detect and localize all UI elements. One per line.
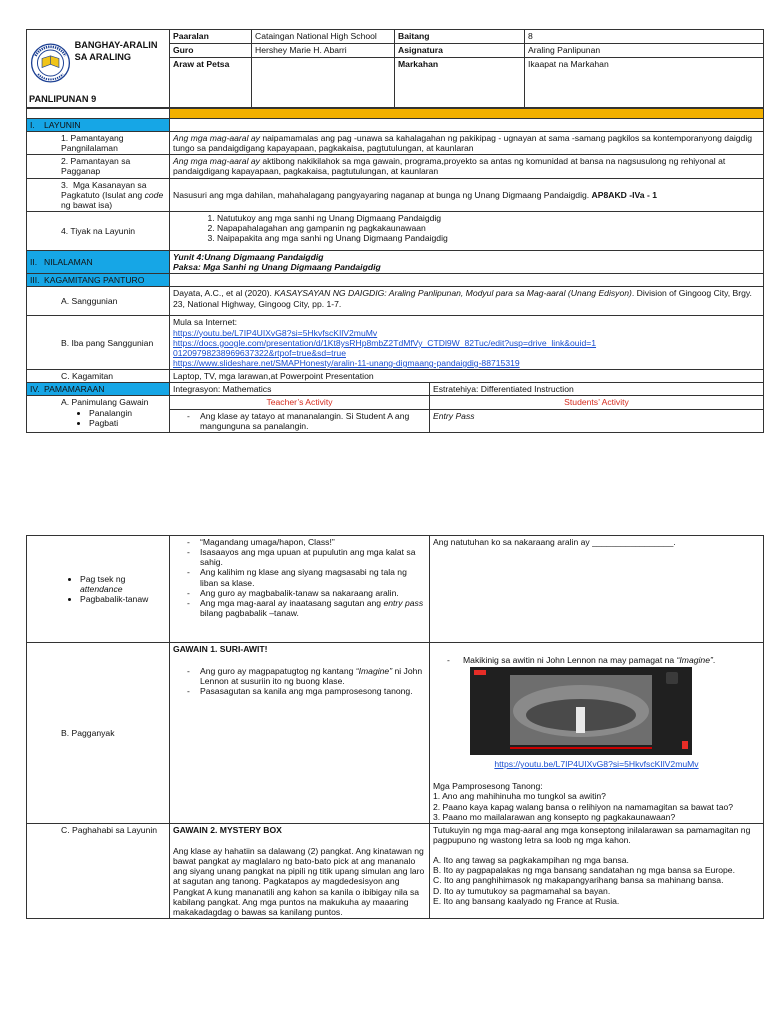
header-table xyxy=(26,29,764,108)
tanong-item: 3. Paano mo mailalarawan ang konsepto ng pagkakaunawaan? xyxy=(433,811,676,822)
kagamitan-label: C. Kagamitan xyxy=(27,370,170,383)
kasanayan-text: Nasusuri ang mga dahilan, mahahalagang pangyayaring naganap at bunga ng Unang Digmaang Pandaigdig. AP8AKD -IVa - 1 xyxy=(170,178,764,211)
pamamaraan-head: IV. PAMAMARAAN xyxy=(27,383,170,396)
iba-sanggunian-links: Mula sa Internet: https://youtu.be/L7IP4UIXvG8?si=5HkvfscKIlV2muMv https://docs.google.com/presentation/d/1Kt8ysRHp8mbZ2TdMfVy_CTDl9W_82Tuc/edit?usp=drive_link&ouid=101209798238969637322&rtpof=true&sd=true https://www.slideshare.net/SMAPHonesty/aralin-11-unang-digmaang-pandaigdig-88715319 xyxy=(170,316,764,370)
baitang-label: Baitang xyxy=(395,30,525,44)
attendance-cell xyxy=(27,536,170,643)
pamantayan-pagganap-label: 2. Pamantayan sa Pagganap xyxy=(27,155,170,178)
entry-pass: Entry Pass xyxy=(430,409,764,432)
tiyak-item: 1. Natutukoy ang mga sanhi ng Unang Digmaang Pandaigdig xyxy=(217,213,760,223)
lesson-plan-page-1 xyxy=(26,29,763,433)
asignatura-value: Araling Panlipunan xyxy=(525,44,764,58)
nilalaman-yunit: Yunit 4:Unang Digmaang Pandaigdig Paksa: Mga Sanhi ng Unang Digmaang Pandaigdig xyxy=(170,250,764,273)
guro-label: Guro xyxy=(170,44,252,58)
tiyak-list xyxy=(170,211,764,250)
lesson-plan-page-2 xyxy=(26,535,763,919)
paaralan-value: Cataingan National High School xyxy=(252,30,395,44)
tanong-item: 2. Paano kaya kapag walang bansa o relihiyon na namamagitan sa bawat tao? xyxy=(433,801,734,812)
araw-label: Araw at Petsa xyxy=(170,58,252,108)
reference-link[interactable]: https://docs.google.com/presentation/d/1Kt8ysRHp8mbZ2TdMfVy_CTDl9W_82Tuc/edit?usp=drive_link&ouid=101209798238969637322&rtpof=true&sd=true xyxy=(173,337,597,358)
sanggunian-label: A. Sanggunian xyxy=(27,287,170,316)
pamantayan-pagganap-text: Ang mga mag-aaral ay aktibong nakikilahok sa mga gawain, programa,proyekto sa antas ng komunidad at bansa na nagsusulong ng rehiyonal at pandaigdigang kapayapaan, pagkakaisa, pagtutulungan, at kaunlaran xyxy=(170,155,764,178)
tiyak-label: 4. Tiyak na Layunin xyxy=(27,211,170,250)
tanong-item: 1. Ano ang mahihinuha mo tungkol sa awitin? xyxy=(433,791,606,802)
school-title: BANGHAY-ARALIN SA ARALING xyxy=(74,40,158,62)
attendance-bullet: • Pag tsek ng attendance xyxy=(80,574,166,594)
reference-link[interactable]: https://www.slideshare.net/SMAPHonesty/aralin-11-unang-digmaang-pandaigdig-88715319 xyxy=(173,357,520,368)
attendance-bullet: • Pagbabalik-tanaw xyxy=(80,594,166,604)
choice-item: D. Ito ay tumutukoy sa pagmamahal sa bayan. xyxy=(433,885,611,896)
attendance-student: Ang natutuhan ko sa nakaraang aralin ay _________________. xyxy=(430,536,764,643)
integrasyon: Integrasyon: Mathematics xyxy=(170,383,430,396)
iba-sanggunian-label: B. Iba pang Sanggunian xyxy=(27,316,170,370)
main-table xyxy=(26,108,764,433)
panimula-bullet: • Pagbati xyxy=(89,418,166,428)
kasanayan-label: 3. Mga Kasanayan sa Pagkatuto (Isulat ang code ng bawat isa) xyxy=(27,178,170,211)
gawain2-teacher: GAWAIN 2. MYSTERY BOX Ang klase ay hahatiin sa dalawang (2) pangkat. Ang kinatawan ng bawat pangkat ay maglalaro ng bato-bato pick at ang mananalo ang siyang unang pangkat na pipili ng titik upang simulan ang laro at sagutan ang tanong. Pagkatapos ay magdedesisyon ang Pangkat A kung mananatili ang kahon sa kanila o ibibigay nila sa kabilang pangkat. Ang mga puntos na makukuha ay maaaring makakadagdag o bawas sa kanilang puntos. xyxy=(170,823,430,918)
video-thumbnail[interactable] xyxy=(470,667,692,755)
procedure-table xyxy=(26,535,764,919)
choice-item: E. Ito ang bansang kaalyado ng France at Rusia. xyxy=(433,895,620,906)
panimula-cell: A. Panimulang Gawain • Panalangin • Pagbati xyxy=(27,396,170,432)
kagamitan-value: Laptop, TV, mga larawan,at Powerpoint Presentation xyxy=(170,370,764,383)
choice-item: C. Ito ang panghihimasok ng makapangyarihang bansa sa mahinang bansa. xyxy=(433,875,724,886)
markahan-label: Markahan xyxy=(395,58,525,108)
gawain1-student: - Makikinig sa awitin ni John Lennon na may pamagat na “Imagine”. https://youtu.be/L7IP4UIXvG8?si=5HkvfscKIlV2muMv Mga Pamprosesong Tanong: 1. Ano ang mahihinuha mo tungkol sa awitin? 2. Paano kaya kapag walang bansa o relihiyon na namamagitan sa bawat tao? 3. Paano mo mailalarawan ang konsepto ng pagkakaunawaan? xyxy=(430,643,764,824)
pagganyak-label: B. Pagganyak xyxy=(27,643,170,824)
kagamitan-head: III. KAGAMITANG PANTURO xyxy=(27,274,170,287)
tanong-title: Mga Pamprosesong Tanong: xyxy=(433,781,543,792)
sanggunian-text: Dayata, A.C., et al (2020). KASAYSAYAN NG DAIGDIG: Araling Panlipunan, Modyul para sa Mag-aaral (Unang Edisyon). Division of Gingoog City, Brgy. 23, National Highway, Gingoog City, pp. 1-7. xyxy=(170,287,764,316)
gawain2-student: Tutukuyin ng mga mag-aaral ang mga konseptong inilalarawan sa pamamagitan ng pagpupuno ng wastong letra sa loob ng mga kahon. A. Ito ang tawag sa pagkakampihan ng mga bansa. B. Ito ay pagpapalakas ng mga bansang sandatahan ng mga bansa sa Europe. C. Ito ang panghihimasok ng makapangyarihang bansa sa mahinang bansa. D. Ito ay tumutukoy sa pagmamahal sa bayan. E. Ito ang bansang kaalyado ng France at Rusia. xyxy=(430,823,764,918)
guro-value: Hershey Marie H. Abarri xyxy=(252,44,395,58)
choice-item: A. Ito ang tawag sa pagkakampihan ng mga bansa. xyxy=(433,855,629,866)
school-seal-icon xyxy=(29,32,75,94)
tiyak-item: 2. Napapahalagahan ang gampanin ng pagkakaunawaan xyxy=(217,223,760,233)
pamantayang-pangnilalaman-label: 1. Pamantayang Pangnilalaman xyxy=(27,132,170,155)
gawain1-teacher: GAWAIN 1. SURI-AWIT! - Ang guro ay magpapatugtog ng kantang “Imagine” ni John Lennon at susuriin ito ng buong klase. - Pasasagutan sa kanila ang mga pamprosesong tanong. xyxy=(170,643,430,824)
asignatura-label: Asignatura xyxy=(395,44,525,58)
orange-bar xyxy=(170,108,764,118)
paaralan-label: Paaralan xyxy=(170,30,252,44)
choice-item: B. Ito ay pagpapalakas ng mga bansang sandatahan ng mga bansa sa Europe. xyxy=(433,865,735,876)
paghahabi-label: C. Paghahabi sa Layunin xyxy=(27,823,170,918)
video-player-icon[interactable] xyxy=(470,667,692,755)
tiyak-item: 3. Naipapakita ang mga sanhi ng Unang Digmaang Pandaigdig xyxy=(217,233,760,243)
baitang-value: 8 xyxy=(525,30,764,44)
attendance-teacher: - “Magandang umaga/hapon, Class!” - Isasaayos ang mga upuan at pupulutin ang mga kalat sa sahig. - Ang kalihim ng klase ang siyang magsasabi ng tala ng liban sa klase. - Ang guro ay magbabalik-tanaw sa nakaraang aralin. - Ang mga mag-aaral ay inaatasang sagutan ang entry pass bilang pagbabalik –tanaw. xyxy=(170,536,430,643)
estratehiya: Estratehiya: Differentiated Instruction xyxy=(430,383,764,396)
panimula-bullet: • Panalangin xyxy=(89,408,166,418)
nilalaman-head: II. NILALAMAN xyxy=(27,250,170,273)
pamantayang-pangnilalaman-text: Ang mga mag-aaral ay naipamamalas ang pag -unawa sa kahalagahan ng pakikipag - ugnayan at sama -samang pagkilos sa kontemporanyong daigdig tungo sa pandaigdigang kapayapaan, pagkakaisa, pagtutulungan, at kaunlaran xyxy=(170,132,764,155)
school-title-line2: PANLIPUNAN 9 xyxy=(29,94,97,104)
panimula-teacher: - Ang klase ay tatayo at mananalangin. Si Student A ang mangunguna sa panalangin. xyxy=(170,409,430,432)
school-cell xyxy=(27,30,170,108)
araw-value xyxy=(252,58,395,108)
layunin-head: I. LAYUNIN xyxy=(27,118,170,131)
markahan-value: Ikaapat na Markahan xyxy=(525,58,764,108)
video-link[interactable]: https://youtu.be/L7IP4UIXvG8?si=5HkvfscKIlV2muMv xyxy=(494,759,699,770)
teacher-activity-head: Teacher’s Activity xyxy=(170,396,430,409)
reference-link[interactable]: https://youtu.be/L7IP4UIXvG8?si=5HkvfscKIlV2muMv xyxy=(173,327,378,338)
student-activity-head: Students’ Activity xyxy=(430,396,764,409)
